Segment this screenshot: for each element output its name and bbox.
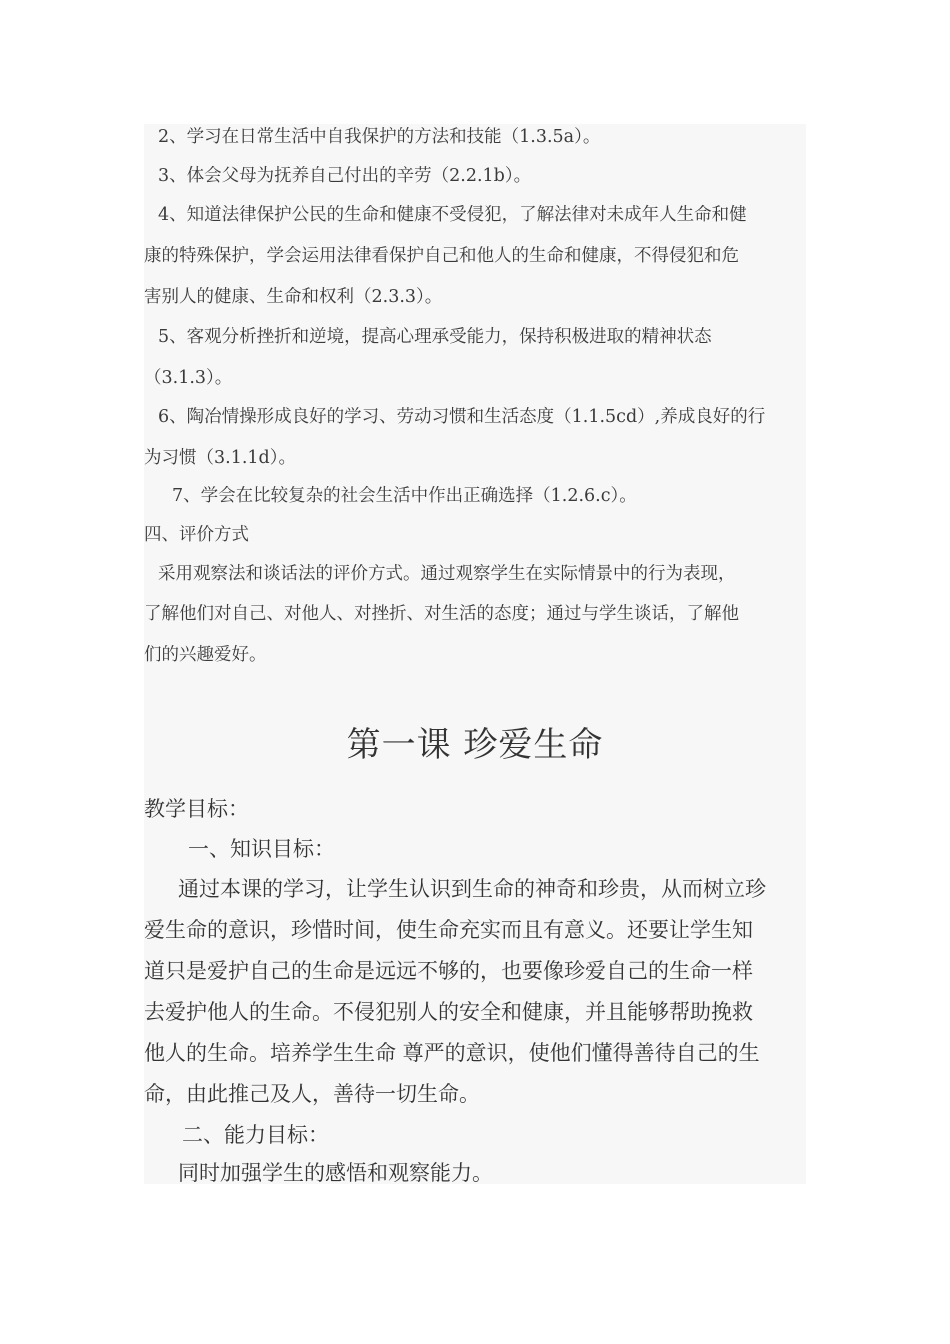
knowledge-line-2: 爱生命的意识，珍惜时间，使生命充实而且有意义。还要让学生知 [144, 918, 753, 942]
goal-item-5-line-2: （3.1.3）。 [144, 368, 233, 388]
knowledge-line-1: 通过本课的学习，让学生认识到生命的神奇和珍贵，从而树立珍 [178, 877, 766, 901]
goal-item-5-line-1: 5、客观分析挫折和逆境，提高心理承受能力，保持积极进取的精神状态 [158, 327, 712, 347]
knowledge-heading: 一、知识目标： [188, 837, 335, 861]
knowledge-line-4: 去爱护他人的生命。不侵犯别人的安全和健康，并且能够帮助挽救 [144, 1000, 753, 1024]
goal-item-4-line-3: 害别人的健康、生命和权利（2.3.3）。 [144, 287, 443, 307]
evaluation-line-1: 采用观察法和谈话法的评价方式。通过观察学生在实际情景中的行为表现， [158, 564, 736, 584]
goal-item-2: 2、学习在日常生活中自我保护的方法和技能（1.3.5a）。 [158, 127, 601, 147]
knowledge-line-3: 道只是爱护自己的生命是远远不够的，也要像珍爱自己的生命一样 [144, 959, 753, 983]
ability-heading: 二、能力目标： [182, 1123, 329, 1147]
goal-item-7: 7、学会在比较复杂的社会生活中作出正确选择（1.2.6.c）。 [172, 486, 637, 506]
lesson-title: 第一课 珍爱生命 [346, 725, 604, 765]
knowledge-line-5: 他人的生命。培养学生生命 尊严的意识，使他们懂得善待自己的生 [144, 1041, 760, 1065]
goal-item-4-line-1: 4、知道法律保护公民的生命和健康不受侵犯，了解法律对未成年人生命和健 [158, 205, 747, 225]
ability-line-1: 同时加强学生的感悟和观察能力。 [178, 1161, 493, 1185]
evaluation-line-2: 了解他们对自己、对他人、对挫折、对生活的态度；通过与学生谈话，了解他 [144, 604, 739, 624]
goal-item-3: 3、体会父母为抚养自己付出的辛劳（2.2.1b）。 [158, 166, 532, 186]
goal-item-4-line-2: 康的特殊保护，学会运用法律看保护自己和他人的生命和健康，不得侵犯和危 [144, 246, 739, 266]
evaluation-line-3: 们的兴趣爱好。 [144, 645, 267, 665]
goal-item-6-line-1: 6、陶冶情操形成良好的学习、劳动习惯和生活态度（1.1.5cd）,养成良好的行 [158, 407, 766, 427]
knowledge-line-6: 命，由此推己及人，善待一切生命。 [144, 1082, 480, 1106]
goal-item-6-line-2: 为习惯（3.1.1d）。 [144, 448, 296, 468]
evaluation-heading: 四、评价方式 [144, 525, 249, 545]
teaching-goals-label: 教学目标： [144, 797, 249, 821]
